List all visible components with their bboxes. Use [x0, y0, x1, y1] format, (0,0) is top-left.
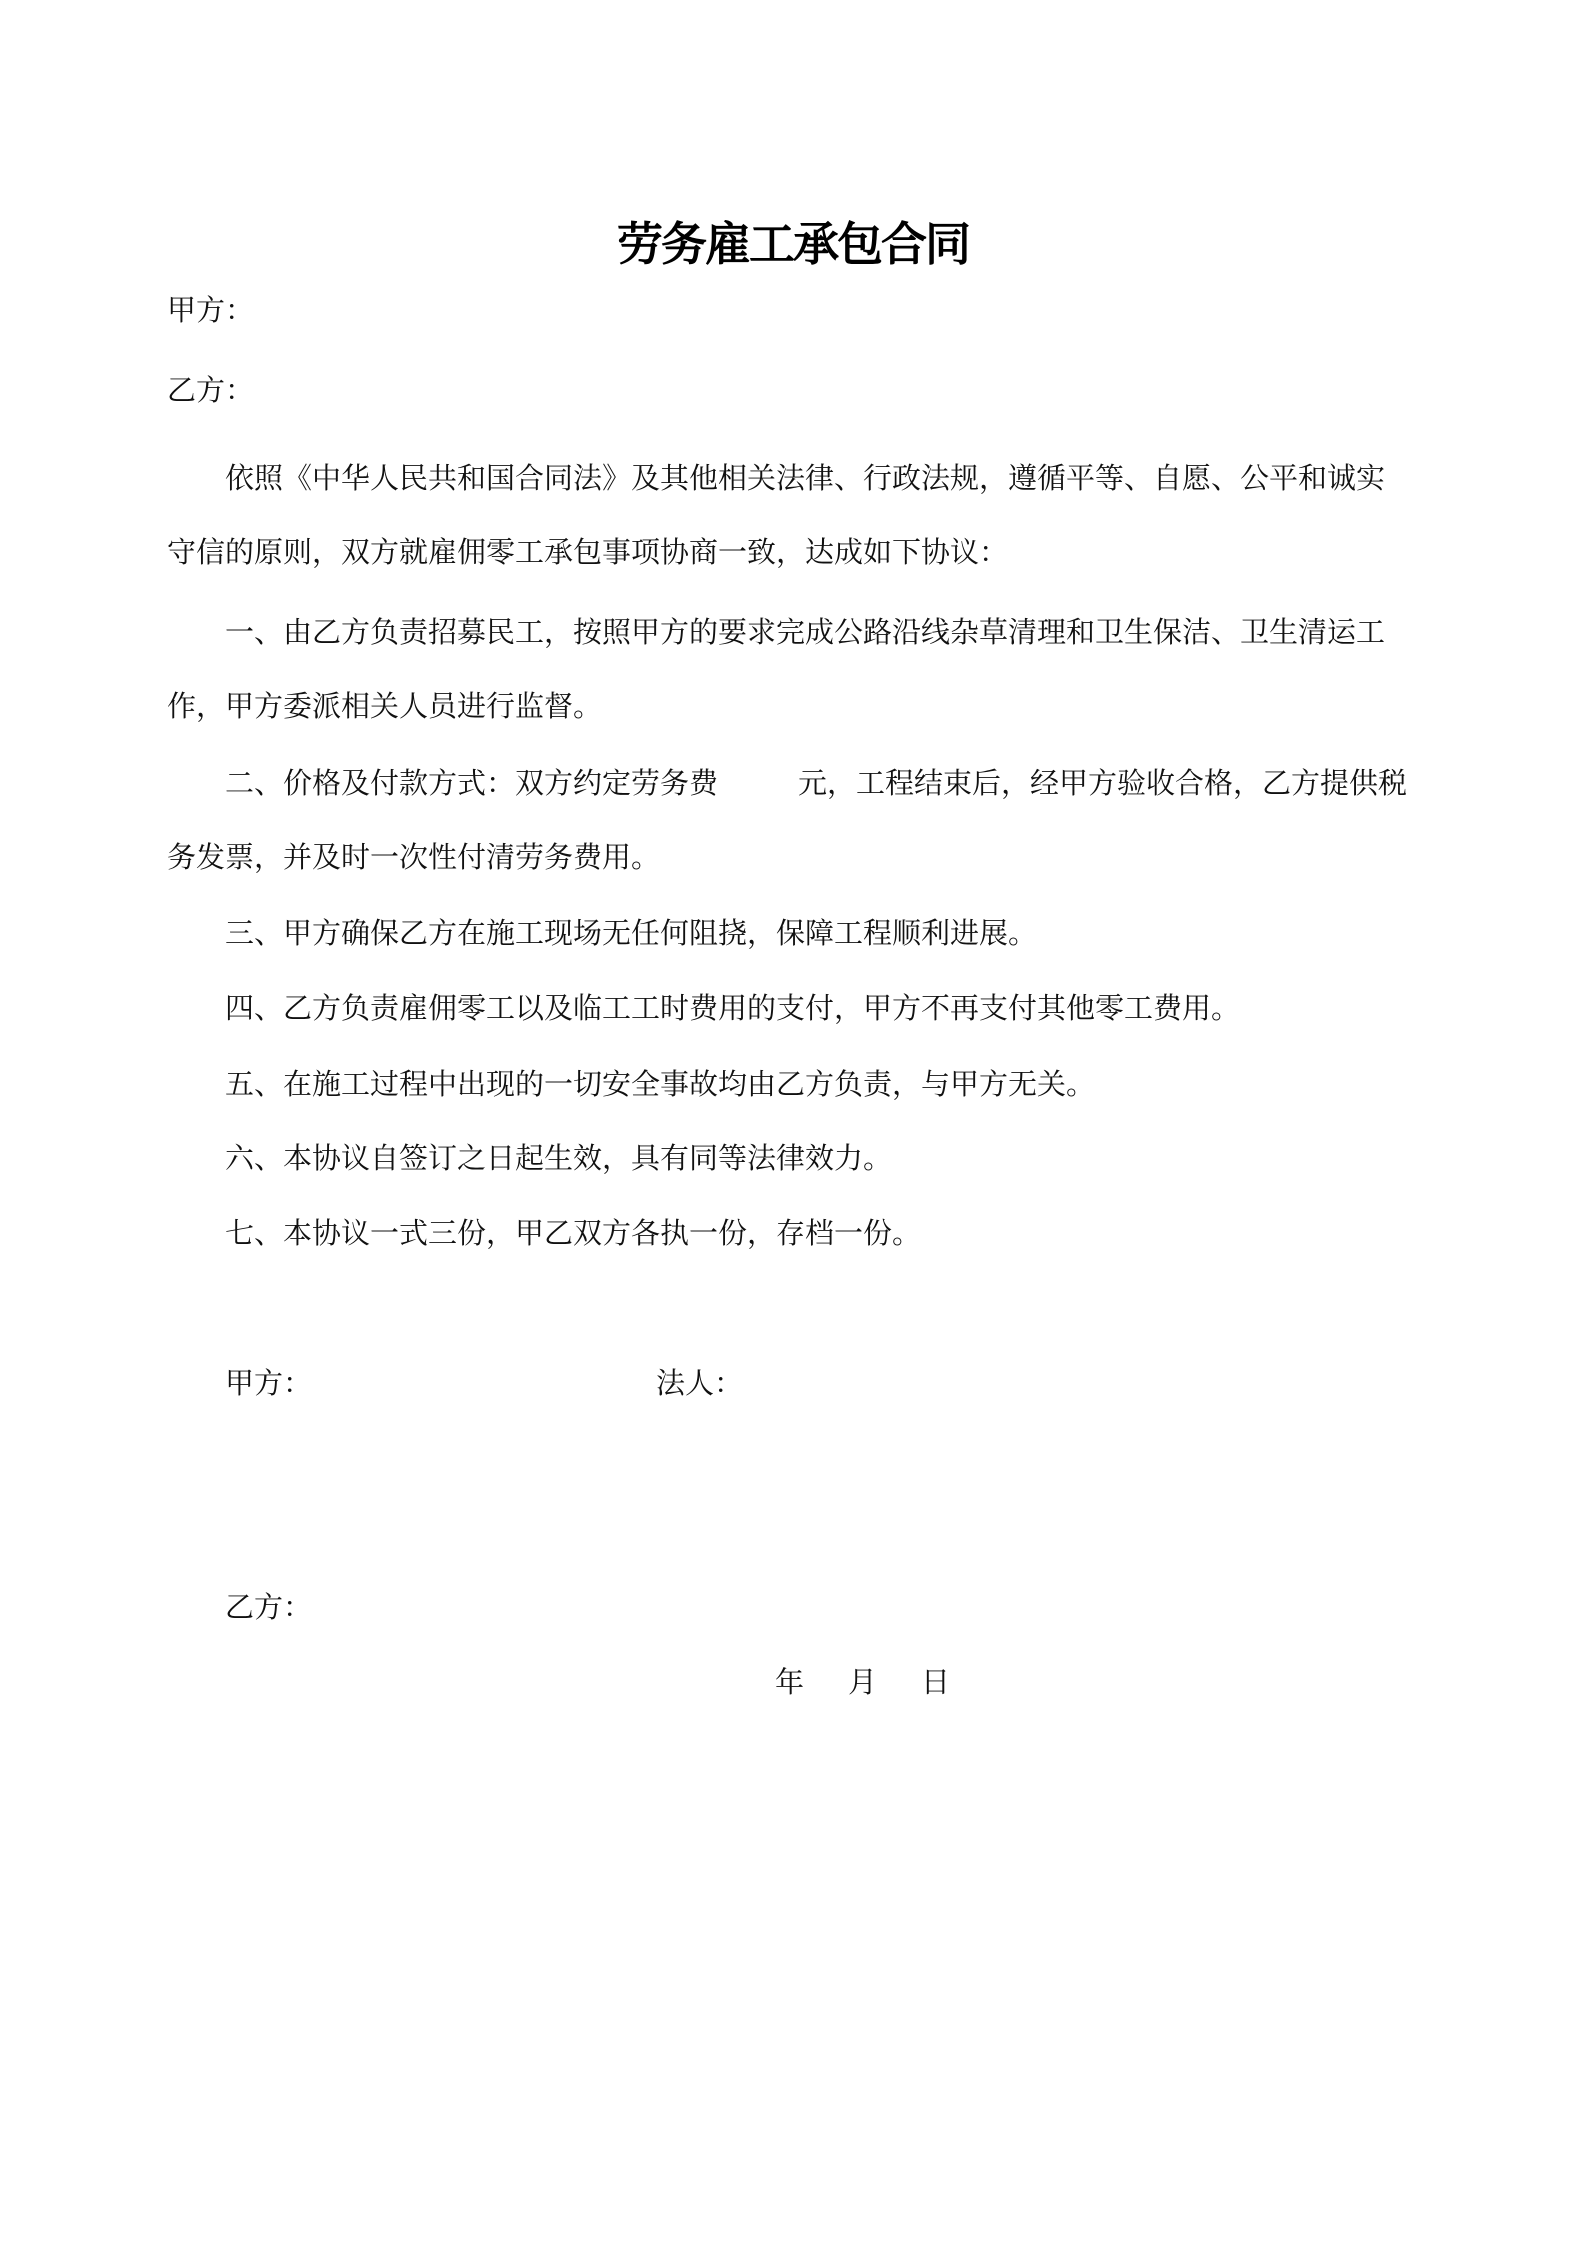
- preamble-line-2: 守信的原则，双方就雇佣零工承包事项协商一致，达成如下协议：: [167, 535, 1009, 569]
- clause-2-text-b: 元，工程结束后，经甲方验收合格，乙方提供税: [798, 766, 1408, 800]
- clause-2-line-1: [225, 765, 1407, 801]
- party-a-label: 甲方：: [167, 293, 255, 327]
- clause-6: 六、本协议自签订之日起生效，具有同等法律效力。: [225, 1141, 893, 1175]
- clause-3: 三、甲方确保乙方在施工现场无任何阻挠，保障工程顺利进展。: [225, 916, 1038, 950]
- signature-party-a: 甲方：: [225, 1366, 313, 1400]
- signature-legal-person: 法人：: [656, 1366, 744, 1400]
- clause-5: 五、在施工过程中出现的一切安全事故均由乙方负责，与甲方无关。: [225, 1067, 1096, 1101]
- clause-2-line-2: 务发票，并及时一次性付清劳务费用。: [167, 840, 661, 874]
- clause-4: 四、乙方负责雇佣零工以及临工工时费用的支付，甲方不再支付其他零工费用。: [225, 991, 1241, 1025]
- party-b-label: 乙方：: [167, 373, 255, 407]
- clause-2-text-a: 二、价格及付款方式：双方约定劳务费: [225, 766, 719, 800]
- preamble-line-1: 依照《中华人民共和国合同法》及其他相关法律、行政法规，遵循平等、自愿、公平和诚实: [225, 461, 1386, 495]
- clause-1-line-2: 作，甲方委派相关人员进行监督。: [167, 689, 603, 723]
- clause-7: 七、本协议一式三份，甲乙双方各执一份，存档一份。: [225, 1216, 922, 1250]
- signature-party-b: 乙方：: [225, 1590, 313, 1624]
- clause-1-line-1: 一、由乙方负责招募民工，按照甲方的要求完成公路沿线杂草清理和卫生保洁、卫生清运工: [225, 615, 1386, 649]
- date-month: 月: [848, 1665, 878, 1699]
- document-title: 劳务雇工承包合同: [617, 217, 969, 271]
- date-day: 日: [921, 1665, 951, 1699]
- date-year: 年: [775, 1665, 805, 1699]
- signature-date: [775, 1664, 994, 1700]
